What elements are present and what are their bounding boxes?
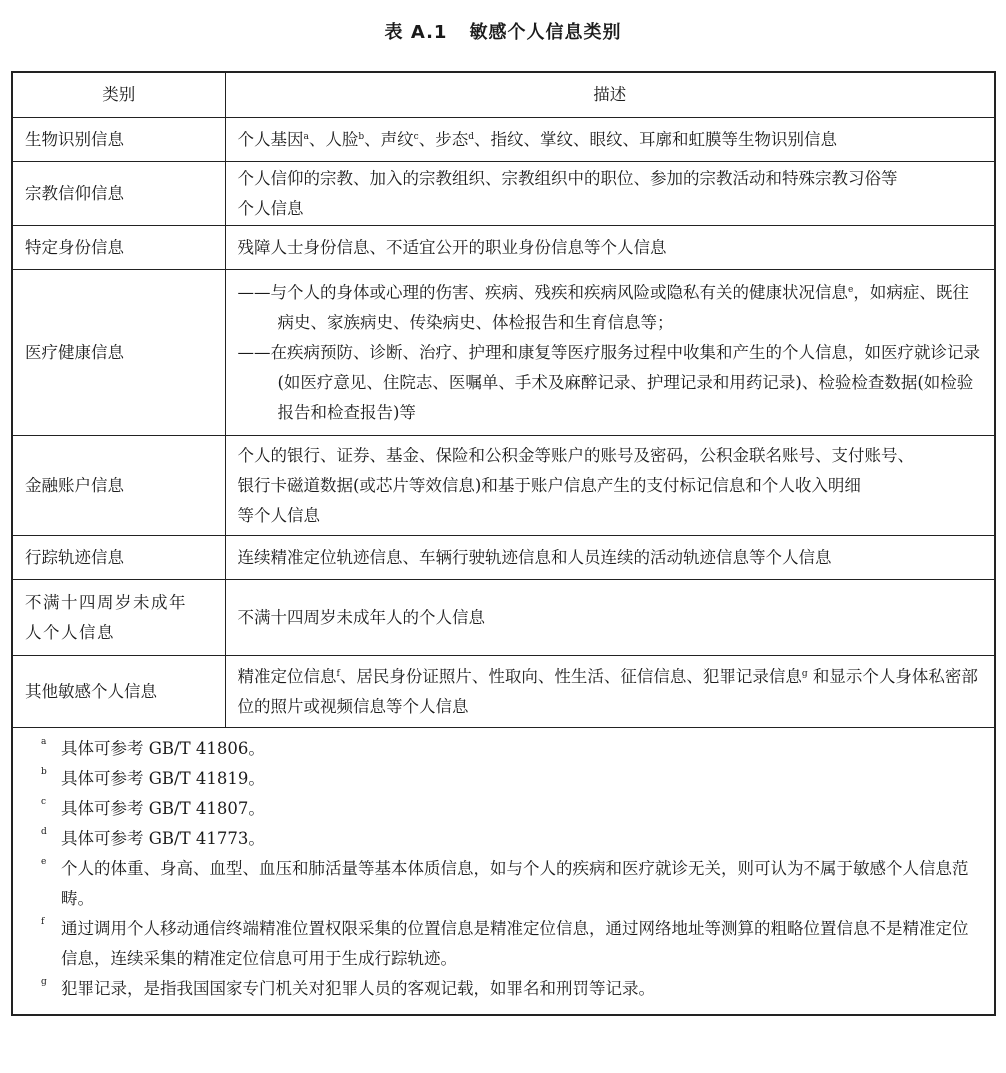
sensitive-info-table <box>11 71 996 1016</box>
table-number: 表 A.1 <box>384 22 448 43</box>
table-title <box>0 18 1006 44</box>
notes-cell <box>12 728 995 1016</box>
table-row <box>12 580 995 656</box>
table-row <box>12 162 995 226</box>
footnote: d 具体可参考 GB/T 41773。 <box>41 827 265 848</box>
footnote: g 犯罪记录，是指我国国家专门机关对犯罪人员的客观记载，如罪名和刑罚等记录。 <box>41 977 655 998</box>
notes-row <box>12 728 995 1016</box>
description-cell <box>225 436 995 536</box>
desc-text: 、居民身份证照片、性取向、性生活、征信信息、犯罪记录信息 <box>339 666 802 686</box>
description-line: 个人信息 <box>237 198 304 218</box>
dash-list-item <box>238 338 983 428</box>
footnote-ref: a <box>303 131 309 142</box>
desc-text: 、步态 <box>418 129 469 149</box>
category-label: 行踪轨迹信息 <box>25 547 124 567</box>
footnote-ref: e <box>848 284 854 295</box>
footnote-text: 具体可参考 GB/T 41806。 <box>61 739 265 758</box>
category-cell <box>12 656 225 728</box>
table-caption: 敏感个人信息类别 <box>469 22 622 43</box>
header-category: 类别 <box>12 72 225 118</box>
table-body <box>12 118 995 1016</box>
category-label-line: 不满十四周岁未成年 <box>25 592 187 612</box>
description-text <box>238 662 983 722</box>
desc-text: 精准定位信息 <box>237 666 337 686</box>
description-cell <box>225 270 995 436</box>
description-cell <box>225 226 995 270</box>
desc-text: 、人脸 <box>308 129 359 149</box>
category-label: 其他敏感个人信息 <box>25 681 157 701</box>
footnote-text: 具体可参考 GB/T 41819。 <box>61 769 265 788</box>
category-label: 宗教信仰信息 <box>25 183 124 203</box>
footnote-text: 具体可参考 GB/T 41773。 <box>61 829 265 848</box>
desc-text: 、指纹、掌纹、眼纹、耳廓和虹膜等生物识别信息 <box>473 129 837 149</box>
dash-list-item <box>238 278 983 338</box>
footnote-text: 通过调用个人移动通信终端精准位置权限采集的位置信息是精准定位信息，通过网络地址等测算的粗略位置信息不是精准定位信息，连续采集的精准定位信息可用于生成行踪轨迹。 <box>61 919 969 968</box>
table-row <box>12 536 995 580</box>
table-row <box>12 270 995 436</box>
footnote-text: 个人的体重、身高、血型、血压和肺活量等基本体质信息，如与个人的疾病和医疗就诊无关，则可认为不属于敏感个人信息范畴。 <box>61 859 969 908</box>
description-line: 连续精准定位轨迹信息、车辆行驶轨迹信息和人员连续的活动轨迹信息等个人信息 <box>237 547 832 567</box>
footnote-ref: f <box>336 668 340 679</box>
description-text <box>238 125 983 155</box>
footnote-ref: d <box>468 131 474 142</box>
desc-text: ——与个人的身体或心理的伤害、疾病、残疾和疾病风险或隐私有关的健康状况信息 <box>237 282 848 302</box>
desc-text: 和显示个人身体私密部位的照片或视频信息等个人信息 <box>237 666 978 716</box>
desc-text: 个人基因 <box>237 129 304 149</box>
category-label: 医疗健康信息 <box>25 342 124 362</box>
footnote-ref: b <box>358 131 365 142</box>
description-line: 不满十四周岁未成年人的个人信息 <box>237 607 485 627</box>
category-cell <box>12 580 225 656</box>
category-cell <box>12 226 225 270</box>
description-cell <box>225 118 995 162</box>
description-line: 残障人士身份信息、不适宜公开的职业身份信息等个人信息 <box>237 237 667 257</box>
table-row <box>12 226 995 270</box>
category-label: 特定身份信息 <box>25 237 124 257</box>
description-cell <box>225 656 995 728</box>
description-cell <box>225 580 995 656</box>
desc-text: ，如病症、既往病史、家族病史、传染病史、体检报告和生育信息等； <box>277 282 969 332</box>
category-cell <box>12 436 225 536</box>
footnote: e 个人的体重、身高、血型、血压和肺活量等基本体质信息，如与个人的疾病和医疗就诊无关，则可认为不属于敏感个人信息范畴。 <box>41 857 969 908</box>
table-row <box>12 436 995 536</box>
footnote: c 具体可参考 GB/T 41807。 <box>41 797 265 818</box>
category-cell <box>12 536 225 580</box>
category-label: 生物识别信息 <box>25 129 124 149</box>
table-row <box>12 118 995 162</box>
desc-text: ——在疾病预防、诊断、治疗、护理和康复等医疗服务过程中收集和产生的个人信息，如医疗就诊记录(如医疗意见、住院志、医嘱单、手术及麻醉记录、护理记录和用药记录)、检验检查数据(如检验报告和检查报告)等 <box>237 342 980 422</box>
table-row <box>12 656 995 728</box>
description-line: 银行卡磁道数据(或芯片等效信息)和基于账户信息产生的支付标记信息和个人收入明细 <box>237 475 861 495</box>
category-label: 金融账户信息 <box>25 475 124 495</box>
header-description: 描述 <box>225 72 995 118</box>
table-header-row <box>12 72 995 118</box>
description-line: 个人信仰的宗教、加入的宗教组织、宗教组织中的职位、参加的宗教活动和特殊宗教习俗等 <box>237 168 898 188</box>
footnote-ref: g <box>801 668 808 679</box>
footnote-text: 犯罪记录，是指我国国家专门机关对犯罪人员的客观记载，如罪名和刑罚等记录。 <box>61 979 655 998</box>
description-line: 个人的银行、证券、基金、保险和公积金等账户的账号及密码，公积金联名账号、支付账号、 <box>237 445 914 465</box>
footnote: a 具体可参考 GB/T 41806。 <box>41 737 265 758</box>
category-cell <box>12 162 225 226</box>
category-cell <box>12 270 225 436</box>
footnote: b 具体可参考 GB/T 41819。 <box>41 767 265 788</box>
footnote: f 通过调用个人移动通信终端精准位置权限采集的位置信息是精准定位信息，通过网络地址等测算的粗略位置信息不是精准定位信息，连续采集的精准定位信息可用于生成行踪轨迹。 <box>41 917 969 968</box>
category-label-line: 人个人信息 <box>25 622 115 642</box>
description-cell <box>225 536 995 580</box>
description-line: 等个人信息 <box>237 505 320 525</box>
category-cell <box>12 118 225 162</box>
desc-text: 、声纹 <box>364 129 414 149</box>
description-cell <box>225 162 995 226</box>
footnote-text: 具体可参考 GB/T 41807。 <box>61 799 265 818</box>
footnote-ref: c <box>413 131 419 142</box>
